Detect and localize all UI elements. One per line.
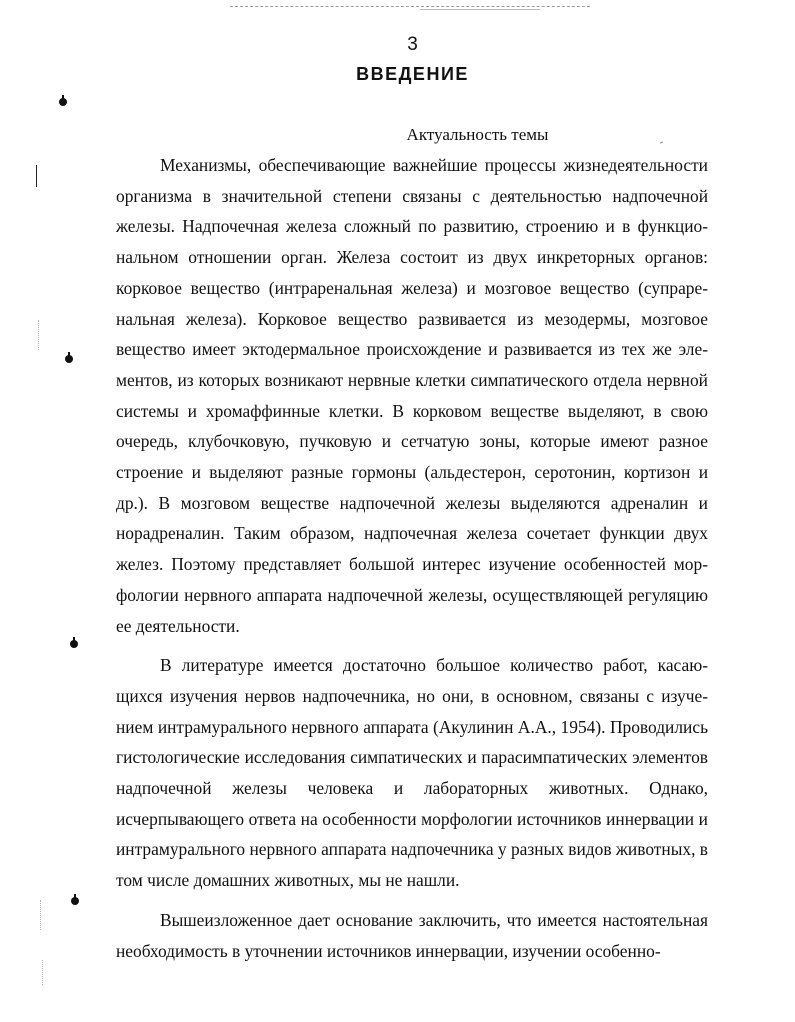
margin-scan-dots bbox=[38, 320, 40, 350]
binder-hole-mark bbox=[65, 355, 73, 363]
scan-top-rule-secondary bbox=[420, 9, 540, 10]
paragraph: В литературе имеется достаточно большое количество работ, касающихся изучения нервов надпочечника, но они, в основном, связаны с изучением интрамурального нервного аппарата (Акулинин А.А., 1954). Проводились гистологические исследования симпатических и парасимпатических элементов надпочечной железы человека и лабораторных животных. Однако, исчерпывающего ответа на особенности морфологии источников иннервации и интрамурального нервного аппарата надпочечника у разных видов животных, в том числе домашних животных, мы не нашли. bbox=[116, 655, 708, 891]
paragraph: Механизмы, обеспечивающие важнейшие процессы жизнедеятельности организма в значительной степени связаны с деятельностью надпочечной железы. Надпочечная железа сложный по развитию, строению и в функциональном отношении орган. Железа состоит из двух инкреторных органов: корковое вещество (интраренальная железа) и мозговое вещество (супраренальная железа). Корковое вещество развивается из мезодермы, мозговое вещество имеет эктодермальное происхождение и развивается из тех же элементов, из которых возникают нервные клетки симпатического отдела нервной системы и хромаффинные клетки. В корковом веществе выделяют, в свою очередь, клубочковую, пучковую и сетчатую зоны, которые имеют разное строение и выделяют разные гормоны (альдестерон, серотонин, кортизон и др.). В мозговом веществе надпочечной железы выделяются адреналин и норадреналин. Таким образом, надпочечная железа сочетает функции двух желез. Поэтому представляет большой интерес изучение особенностей морфологии нервного аппарата надпочечной железы, осуществляющей регуляцию ее деятельности. bbox=[116, 155, 708, 636]
page-title: ВВЕДЕНИЕ bbox=[356, 64, 469, 84]
margin-scan-dots bbox=[40, 900, 42, 930]
body-text bbox=[116, 150, 708, 966]
binder-hole-mark bbox=[70, 640, 78, 648]
margin-scan-mark bbox=[36, 165, 37, 187]
page-number: 3 bbox=[407, 34, 418, 55]
paragraph: Вышеизложенное дает основание заключить, что имеется настоятельная необходимость в уточнении источников иннервации, изучении особенно- bbox=[116, 909, 708, 961]
binder-hole-mark bbox=[59, 98, 67, 106]
margin-scan-dots bbox=[42, 960, 44, 985]
section-heading: Актуальность темы bbox=[406, 125, 549, 144]
binder-hole-mark bbox=[71, 897, 79, 905]
scan-top-rule bbox=[230, 6, 590, 7]
